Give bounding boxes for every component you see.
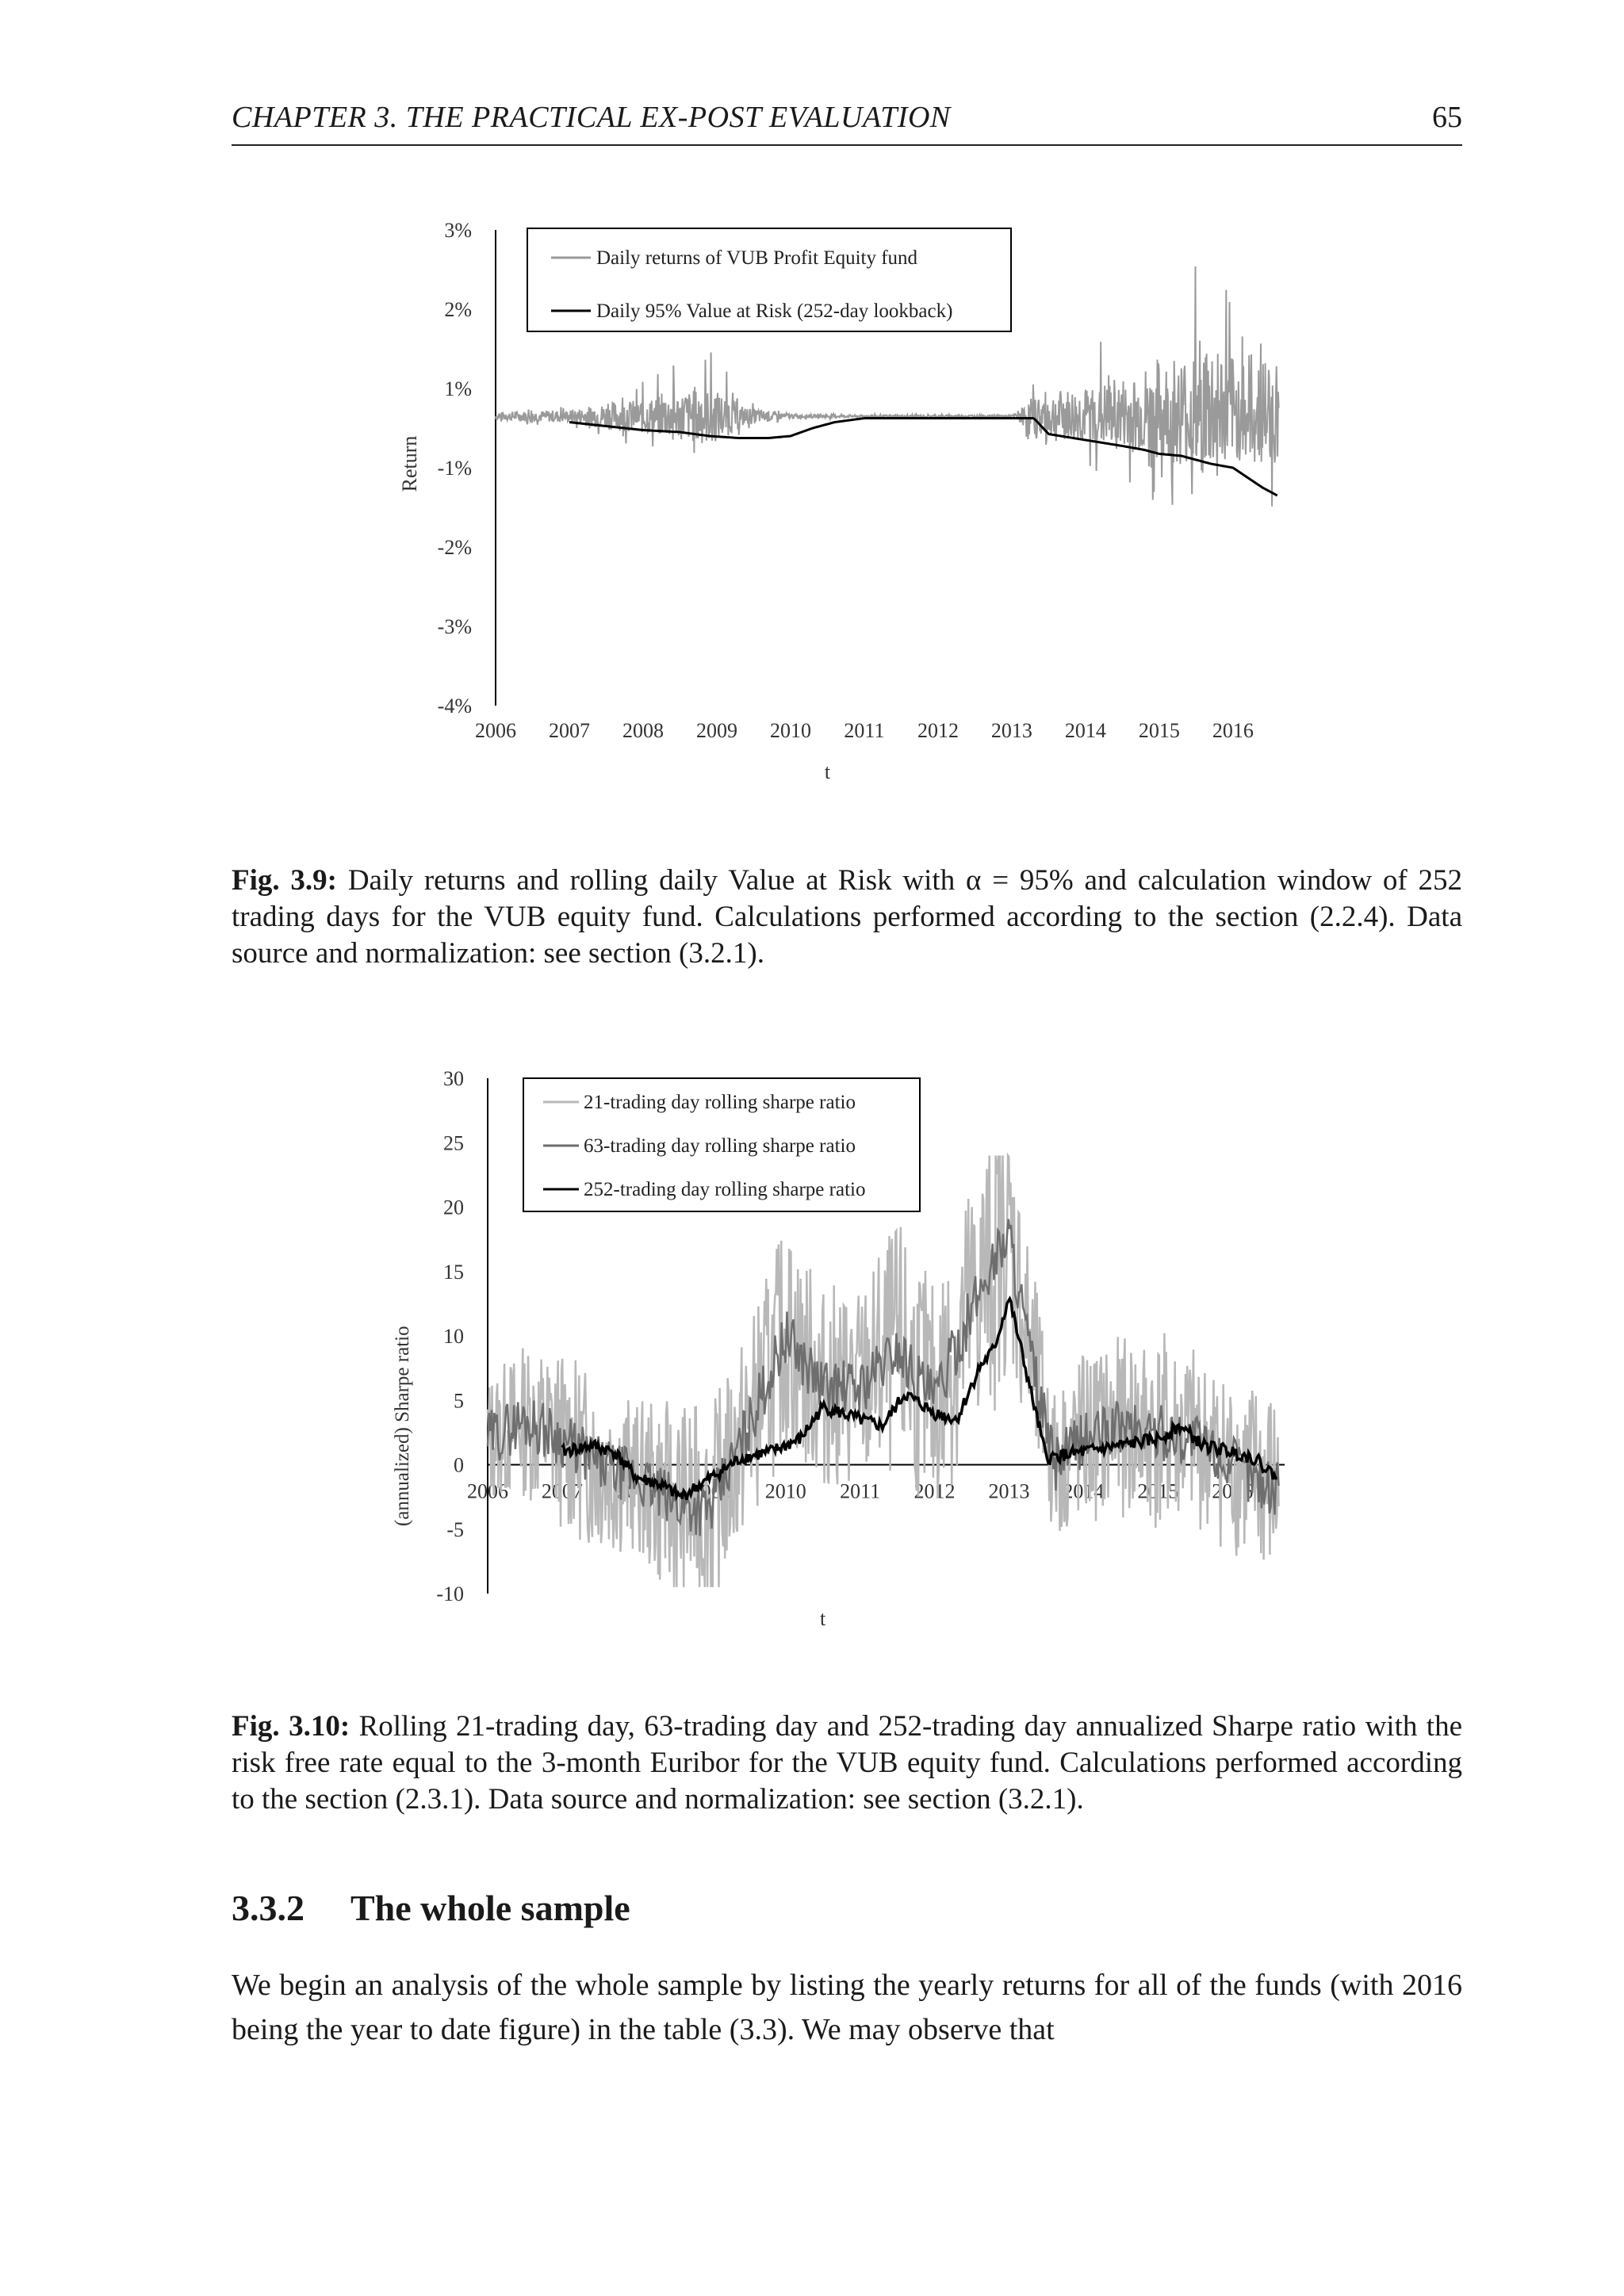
- x-tick-label: 2016: [1212, 1479, 1254, 1503]
- running-header: [232, 100, 1462, 146]
- x-tick-label: 2011: [844, 719, 885, 742]
- page-number: 65: [1432, 101, 1462, 134]
- y-tick-label: 0: [454, 1453, 464, 1477]
- y-tick-label: -2%: [437, 536, 472, 559]
- x-tick-label: 2006: [475, 719, 516, 742]
- x-axis-label: t: [824, 760, 831, 783]
- figure-3-10-caption: [232, 1709, 1462, 1818]
- y-tick-label: 30: [443, 1067, 464, 1090]
- x-tick-label: 2006: [467, 1479, 508, 1503]
- x-tick-label: 2007: [548, 719, 590, 742]
- y-tick-label: -10: [436, 1582, 464, 1605]
- x-tick-label: 2014: [1064, 719, 1106, 742]
- legend-label: 252-trading day rolling sharpe ratio: [584, 1179, 866, 1200]
- y-tick-label: 15: [443, 1260, 464, 1284]
- section-heading: [232, 1887, 630, 1929]
- figure-3-9-chart: [389, 214, 1624, 832]
- y-tick-label: 20: [443, 1196, 464, 1219]
- figure-3-10-text: Rolling 21-trading day, 63-trading day and 252-trading day annualized Sharpe ratio with the risk free rate equal to the 3-month Euribor for the VUB equity fund. Calculations performed according to the section (2.3.1). Data source and normalization: see section (3.2.1).: [232, 1710, 1462, 1816]
- x-tick-label: 2012: [914, 1479, 956, 1503]
- x-tick-label: 2007: [541, 1479, 583, 1503]
- x-axis-label: t: [820, 1607, 826, 1630]
- x-tick-label: 2015: [1137, 1479, 1179, 1503]
- x-tick-label: 2008: [622, 719, 664, 742]
- y-tick-label: 3%: [444, 219, 472, 242]
- figure-3-10-label: Fig. 3.10:: [232, 1710, 350, 1743]
- section-title-text: The whole sample: [350, 1888, 630, 1928]
- x-tick-label: 2012: [917, 719, 959, 742]
- legend-label-var: Daily 95% Value at Risk (252-day lookback): [596, 300, 953, 322]
- legend-label: 63-trading day rolling sharpe ratio: [584, 1135, 856, 1157]
- x-tick-label: 2008: [615, 1479, 657, 1503]
- x-tick-label: 2009: [690, 1479, 732, 1503]
- y-tick-label: 2%: [444, 298, 472, 321]
- figure-3-9-text: Daily returns and rolling daily Value at Risk with α = 95% and calculation window of 252 trading days for the VUB equity fund. Calculations performed according to the section (2.2.4). Data source and normalization: see section (3.2.1).: [232, 864, 1462, 970]
- y-tick-label: -1%: [437, 457, 472, 480]
- y-tick-label: -4%: [437, 695, 472, 718]
- section-number: 3.3.2: [232, 1888, 304, 1928]
- y-tick-label: 1%: [444, 377, 472, 400]
- x-tick-label: 2010: [764, 1479, 806, 1503]
- body-paragraph: We begin an analysis of the whole sample by listing the yearly returns for all of the funds (with 2016 being the year to date figure) in the table (3.3). We may observe that: [232, 1969, 1462, 2046]
- x-tick-label: 2011: [840, 1479, 881, 1503]
- legend-label-returns: Daily returns of VUB Profit Equity fund: [596, 247, 918, 269]
- y-tick-label: 5: [454, 1389, 464, 1413]
- y-tick-label: 25: [443, 1131, 464, 1155]
- x-tick-label: 2015: [1138, 719, 1180, 742]
- y-axis-label: (annualized) Sharpe ratio: [392, 1326, 413, 1527]
- figure-3-9-caption: [232, 863, 1462, 972]
- y-tick-label: -3%: [437, 615, 472, 638]
- chapter-title: CHAPTER 3. THE PRACTICAL EX-POST EVALUATION: [232, 101, 951, 134]
- x-tick-label: 2010: [769, 719, 811, 742]
- x-tick-label: 2016: [1212, 719, 1254, 742]
- x-tick-label: 2013: [988, 1479, 1030, 1503]
- x-tick-label: 2014: [1063, 1479, 1105, 1503]
- y-tick-label: -5: [446, 1517, 464, 1541]
- x-tick-label: 2013: [990, 719, 1032, 742]
- figure-3-10-chart: [389, 1054, 1624, 1641]
- figure-3-9-label: Fig. 3.9:: [232, 864, 338, 897]
- legend-label: 21-trading day rolling sharpe ratio: [584, 1092, 856, 1113]
- y-tick-label: 10: [443, 1325, 464, 1348]
- x-tick-label: 2009: [695, 719, 737, 742]
- y-axis-label: Return: [398, 435, 421, 492]
